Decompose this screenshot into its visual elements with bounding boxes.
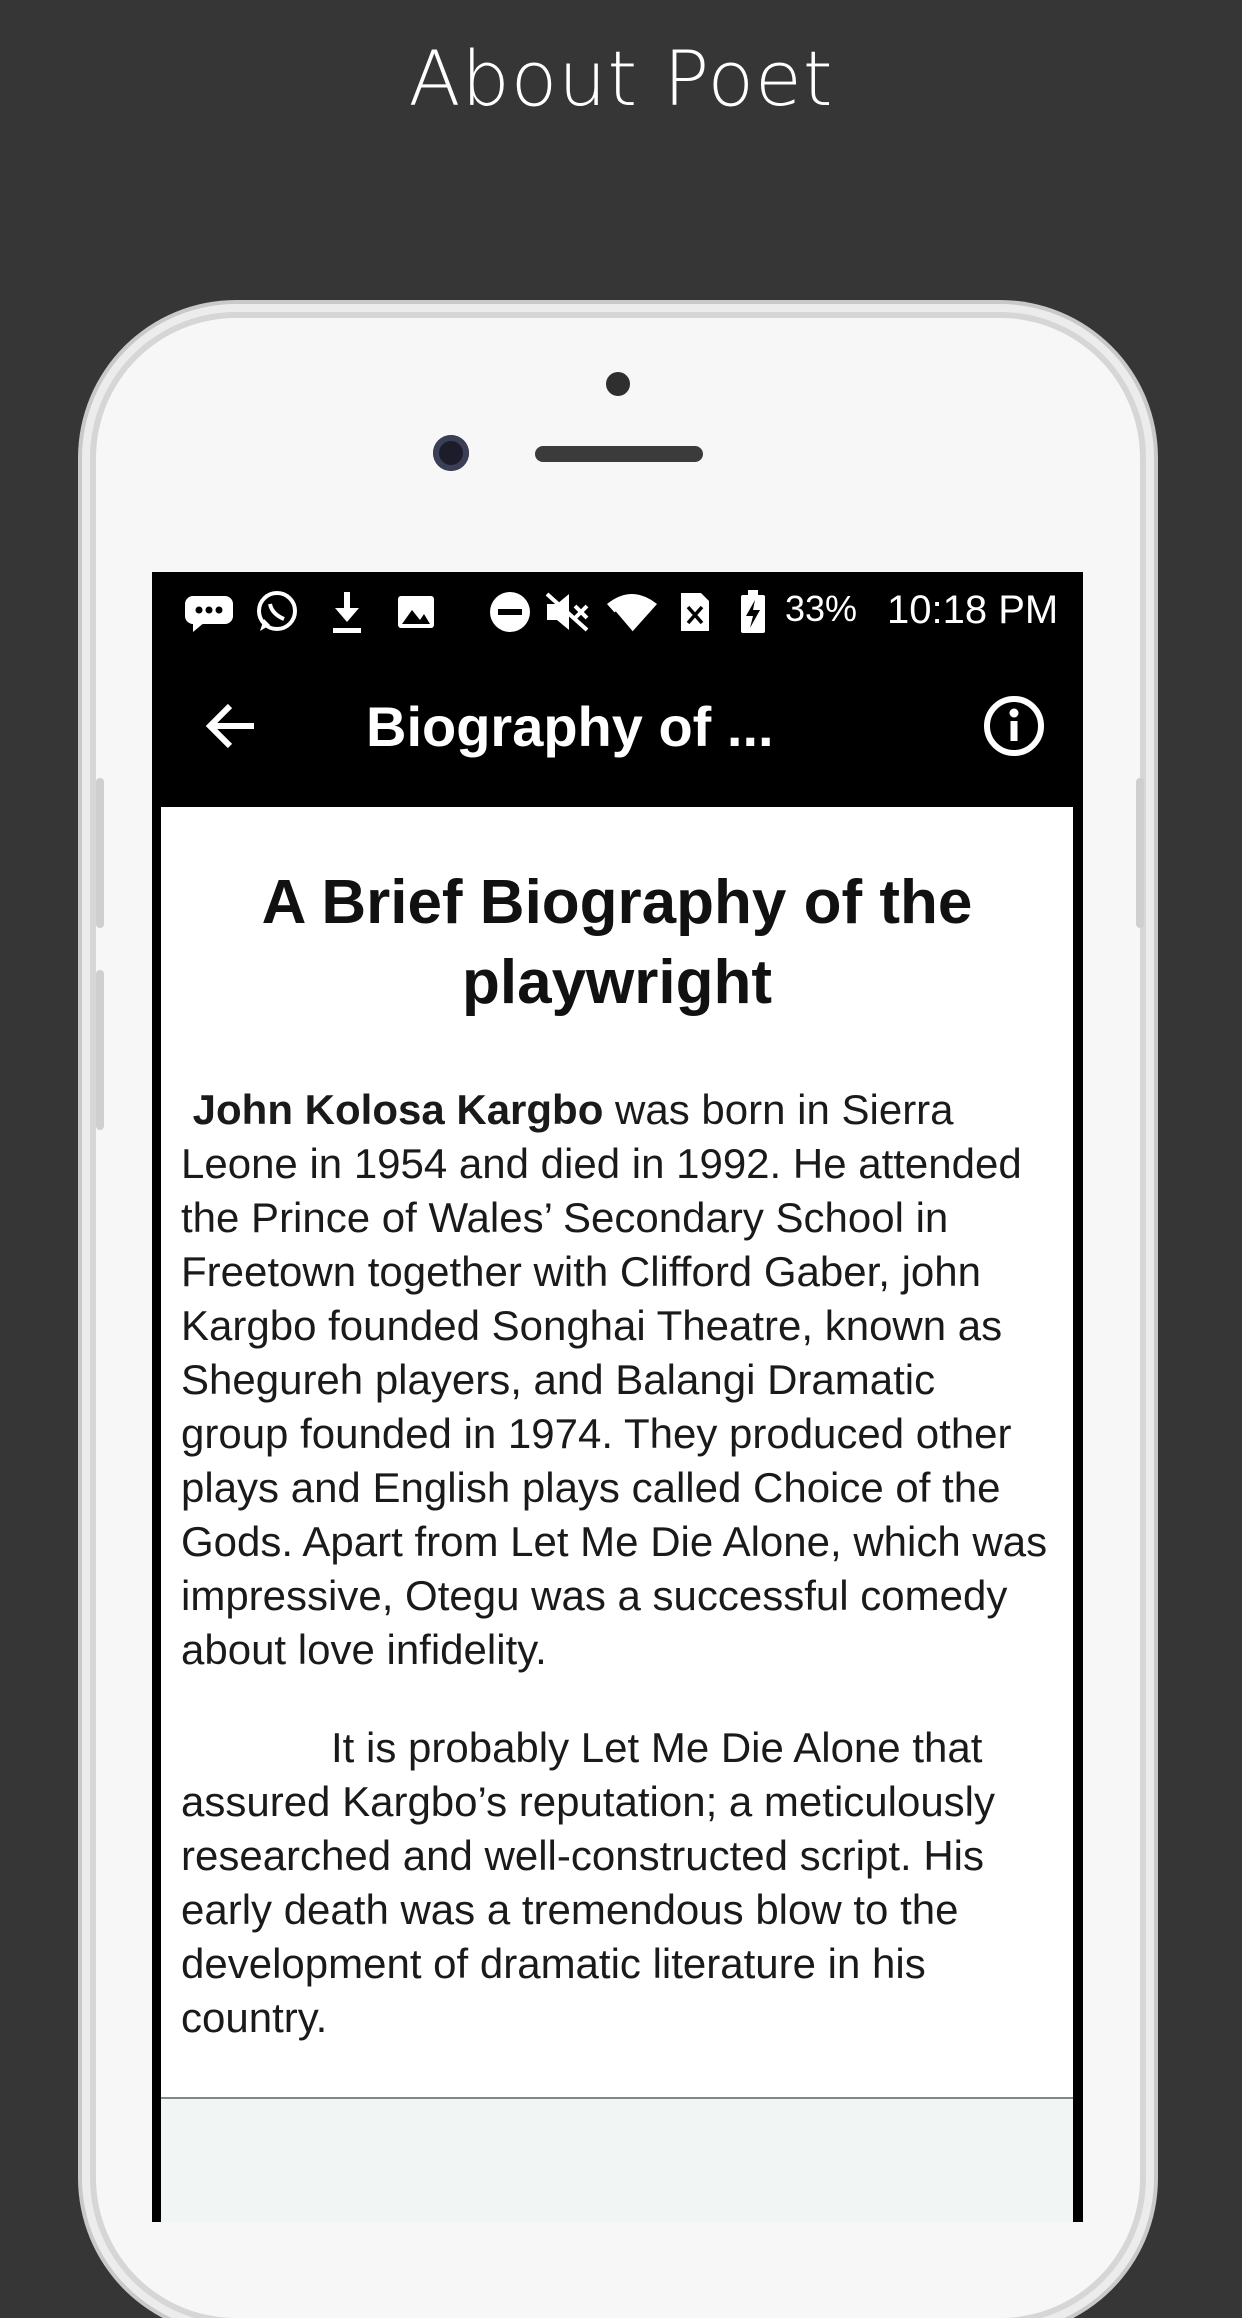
arrow-left-icon[interactable] bbox=[202, 696, 262, 756]
paragraph-text: was born in Sierra Leone in 1954 and died in 1992. He attended the Prince of Wales’ Secondary School in Freetown together with Clifford Gaber, john Kargbo founded Songhai Theatre, known as Shegureh players, and Balangi Dramatic group founded in 1974. They produced other plays and English plays called Choice of the Gods. Apart from Let Me Die Alone, which was impressive, Otegu was a successful comedy about love infidelity. bbox=[181, 1086, 1048, 1673]
mute-icon bbox=[542, 590, 592, 634]
phone-sensor bbox=[606, 372, 630, 396]
info-icon[interactable] bbox=[982, 694, 1046, 758]
battery-percentage: 33% bbox=[785, 588, 858, 629]
article-paragraph bbox=[161, 1083, 1073, 1677]
article-heading: A Brief Biography of the playwright bbox=[261, 868, 973, 1017]
whatsapp-icon bbox=[253, 590, 301, 634]
article-paragraph: It is probably Let Me Die Alone that assured Kargbo’s reputation; a meticulously researched and well-constructed script. His early death was a tremendous blow to the development of dramatic literature in his country. bbox=[181, 1724, 996, 2041]
battery-charging-icon bbox=[738, 590, 768, 634]
phone-side-button bbox=[96, 970, 104, 1130]
download-icon bbox=[327, 590, 367, 634]
article-content bbox=[161, 807, 1073, 2107]
app-bar bbox=[152, 652, 1083, 800]
no-sim-icon bbox=[678, 590, 712, 634]
status-bar bbox=[152, 572, 1083, 652]
status-time: 10:18 PM bbox=[887, 588, 1059, 632]
author-name: John Kolosa Kargbo bbox=[192, 1086, 604, 1133]
image-icon bbox=[395, 590, 437, 634]
message-icon bbox=[182, 590, 236, 634]
wifi-icon bbox=[604, 590, 660, 634]
phone-speaker bbox=[535, 446, 703, 462]
promo-title: About Poet bbox=[408, 34, 834, 123]
front-camera bbox=[433, 435, 469, 471]
page-title: Biography of ... bbox=[366, 695, 774, 758]
ad-banner-area[interactable] bbox=[161, 2097, 1073, 2222]
device-screen bbox=[152, 572, 1083, 2222]
do-not-disturb-icon bbox=[487, 590, 533, 634]
phone-side-button bbox=[96, 778, 104, 928]
phone-side-button bbox=[1136, 778, 1144, 928]
